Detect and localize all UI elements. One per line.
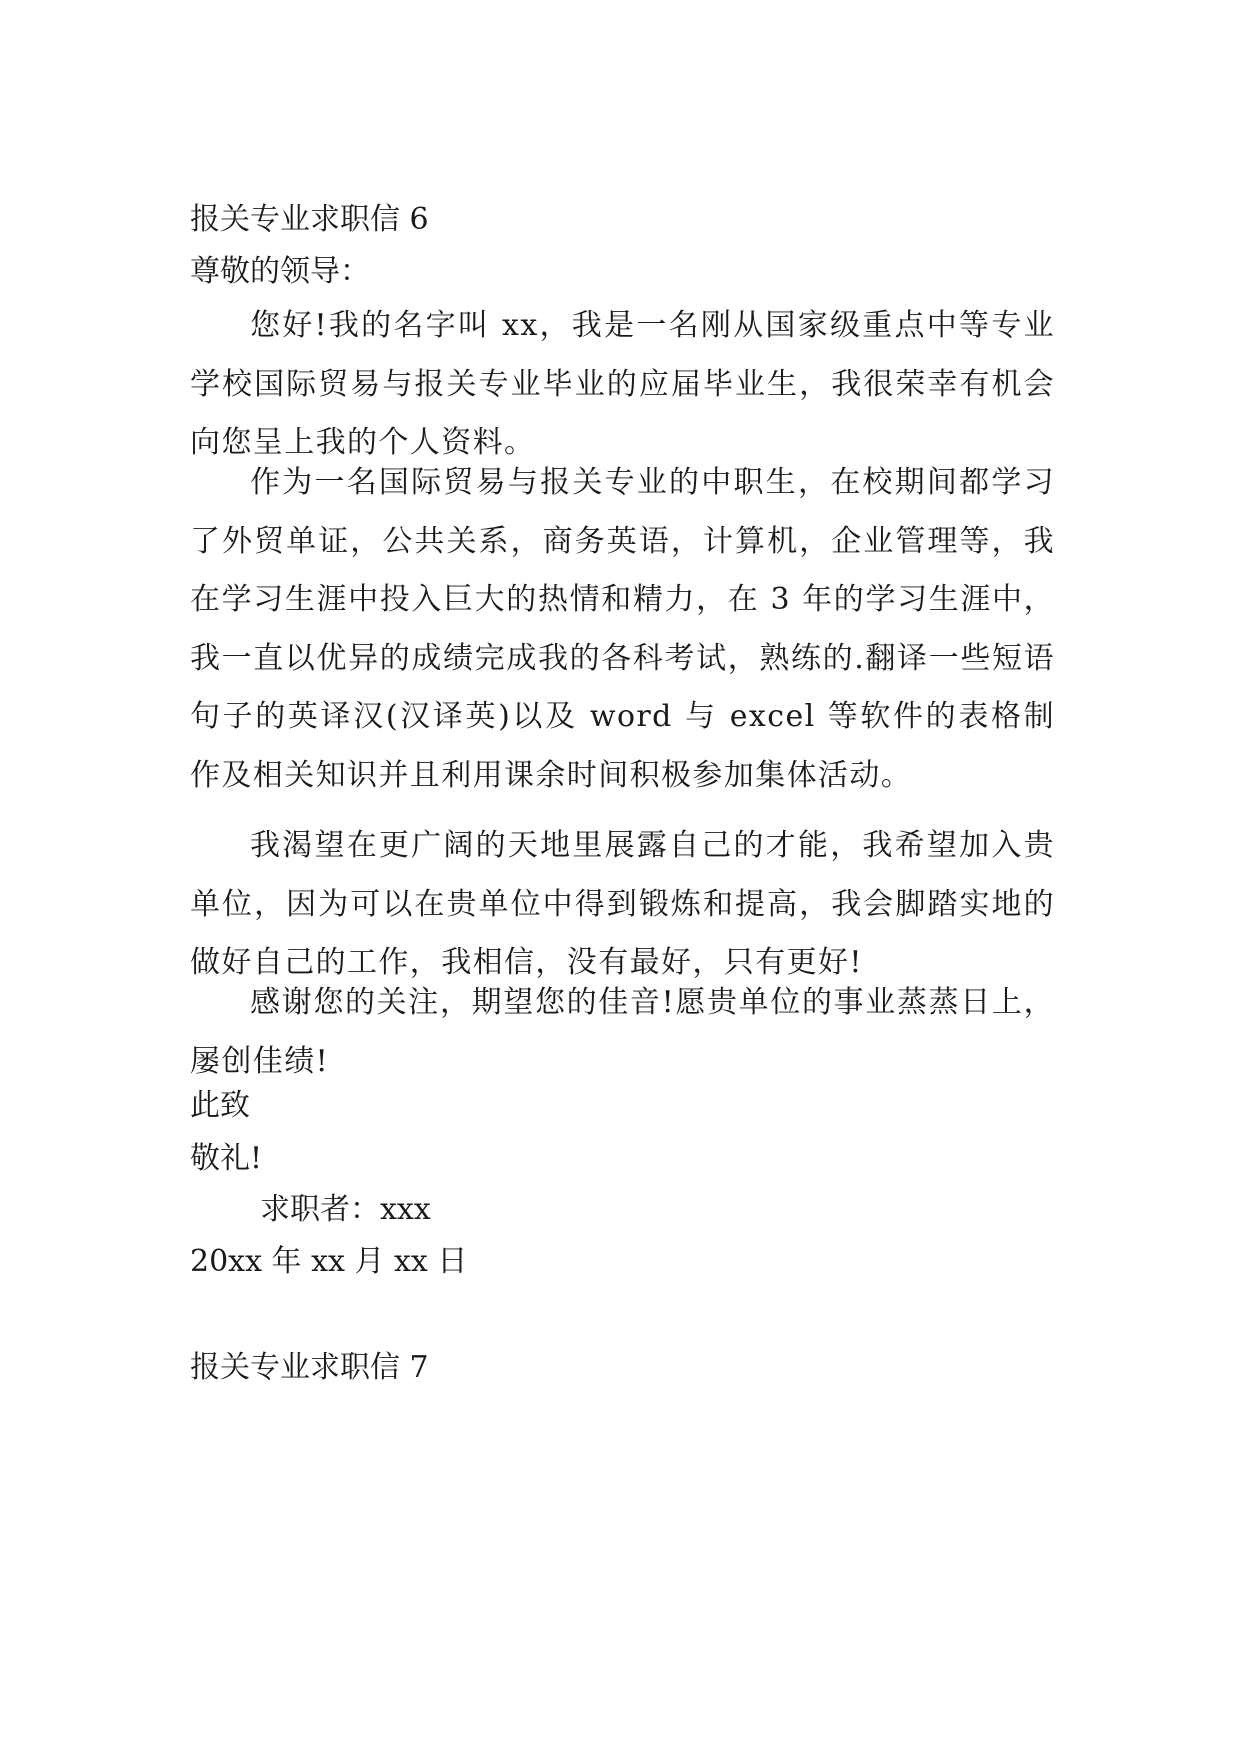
closing-line-2: 敬礼! — [190, 1141, 263, 1176]
signature: 求职者：xxx — [260, 1192, 431, 1227]
salutation: 尊敬的领导： — [190, 254, 370, 289]
letter-title: 报关专业求职信 6 — [190, 202, 429, 237]
body-paragraph-1: 您好!我的名字叫 xx，我是一名刚从国家级重点中等专业学校国际贸易与报关专业毕业的应届毕业生，我很荣幸有机会向您呈上我的个人资料。 — [190, 308, 1055, 461]
body-paragraph-4: 感谢您的关注，期望您的佳音!愿贵单位的事业蒸蒸日上，屡创佳绩! — [190, 985, 1055, 1079]
document-page — [190, 0, 1055, 1754]
body-paragraph-3: 我渴望在更广阔的天地里展露自己的才能，我希望加入贵单位，因为可以在贵单位中得到锻炼和提高，我会脚踏实地的做好自己的工作，我相信，没有最好，只有更好! — [190, 828, 1055, 981]
next-letter-title: 报关专业求职信 7 — [190, 1350, 429, 1385]
body-paragraph-2: 作为一名国际贸易与报关专业的中职生，在校期间都学习了外贸单证，公共关系，商务英语，计算机，企业管理等，我在学习生涯中投入巨大的热情和精力，在 3 年的学习生涯中，我一直以优异的成绩完成我的各科考试，熟练的.翻译一些短语句子的英译汉(汉译英)以及 word 与 excel 等软件的表格制作及相关知识并且利用课余时间积极参加集体活动。 — [190, 465, 1055, 793]
date-line: 20xx 年 xx 月 xx 日 — [190, 1244, 468, 1279]
closing-line-1: 此致 — [190, 1088, 250, 1123]
